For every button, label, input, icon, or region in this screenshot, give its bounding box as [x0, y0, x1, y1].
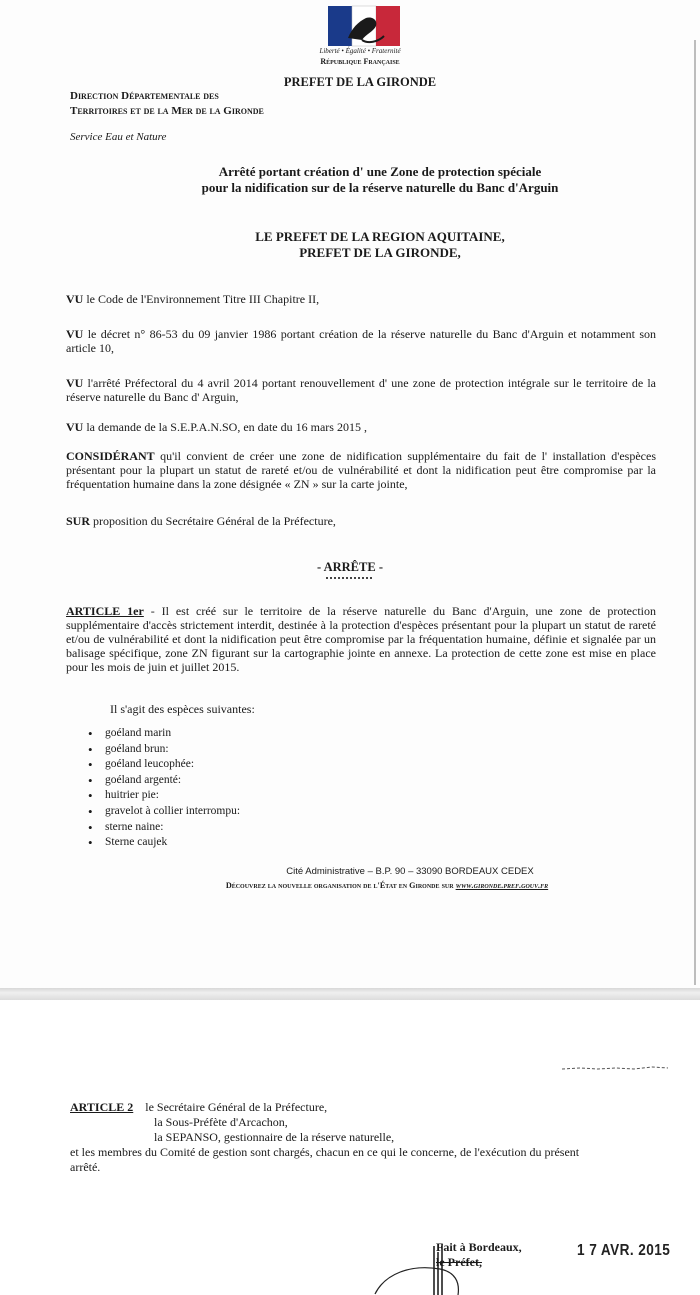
arrete-underline [326, 577, 372, 581]
species-item: • goéland brun: [88, 742, 240, 758]
considerant-label: CONSIDÉRANT [66, 449, 155, 463]
visa-text: le Code de l'Environnement Titre III Chapitre II, [83, 292, 320, 306]
arrete-heading: - ARRÊTE - [317, 560, 383, 574]
footer-address: Cité Administrative – B.P. 90 – 33090 BORDEAUX CEDEX [286, 866, 534, 877]
visa-label: VU [66, 292, 84, 306]
species-item: • goéland argenté: [88, 773, 240, 789]
considerant-text: qu'il convient de créer une zone de nidification supplémentaire du fait de l' installation d'espèces présentant pour la plupart un statut de rareté et/ou de vulnérabilité et dont la nidification peut être compromise par la fréquentation humaine dans la zone désignée « ZN » sur la carte jointe, [66, 449, 656, 491]
authority-heading [160, 229, 600, 261]
visa-paragraph [66, 292, 656, 306]
footer-discover [172, 881, 602, 890]
footer-url-link[interactable]: www.gironde.pref.gouv.fr [455, 881, 549, 890]
species-item: • goéland leucophée: [88, 757, 240, 773]
article-1-label: ARTICLE 1er [66, 604, 144, 618]
proposition-label: SUR [66, 514, 91, 528]
species-list [88, 726, 240, 851]
direction-line-1: Direction Départementale des [70, 90, 219, 102]
marianne-logo [318, 4, 410, 48]
article-2-line: la Sous-Préfète d'Arcachon, [154, 1115, 288, 1129]
republic-name: République Française [320, 57, 400, 66]
visa-paragraph [66, 420, 656, 434]
article-2-line: le Secrétaire Général de la Préfecture, [145, 1100, 328, 1114]
article-1 [66, 604, 656, 674]
date-stamp: 1 7 AVR. 2015 [577, 1242, 671, 1259]
article-2-line: la SEPANSO, gestionnaire de la réserve naturelle, [154, 1130, 395, 1144]
species-item: • gravelot à collier interrompu: [88, 804, 240, 820]
visa-text: l'arrêté Préfectoral du 4 avril 2014 portant renouvellement d' une zone de protection intégrale sur le territoire de la réserve naturelle du Banc d' Arguin, [66, 376, 656, 404]
article-2-row [70, 1100, 650, 1115]
authority-line-1: LE PREFET DE LA REGION AQUITAINE, [255, 229, 505, 244]
republic-motto: Liberté • Égalité • Fraternité [319, 47, 401, 55]
title-line-2: pour la nidification sur de la réserve naturelle du Banc d'Arguin [201, 180, 559, 195]
visa-label: VU [66, 420, 84, 434]
direction-block [70, 89, 264, 119]
species-item: • huitrier pie: [88, 788, 240, 804]
authority-line-2: PREFET DE LA GIRONDE, [299, 245, 461, 260]
footer-discover-text: Découvrez la nouvelle organisation de l'État en Gironde sur [225, 881, 456, 890]
document-title [100, 164, 660, 196]
page-separator [0, 988, 700, 1000]
signature-prefet: le Préfet, [436, 1255, 482, 1269]
article-2-line: arrêté. [70, 1160, 101, 1174]
page-edge-line [694, 40, 696, 985]
service-name: Service Eau et Nature [70, 131, 167, 143]
proposition-text: proposition du Secrétaire Général de la Préfecture, [90, 514, 336, 528]
species-intro: Il s'agit des espèces suivantes: [110, 702, 255, 716]
article-2-line: et les membres du Comité de gestion sont chargés, chacun en ce qui le concerne, de l'exécution du présent [70, 1145, 580, 1159]
species-item: • sterne naine: [88, 820, 240, 836]
signature-block [436, 1240, 522, 1270]
visa-label: VU [66, 327, 84, 341]
prefecture-name: PREFET DE LA GIRONDE [283, 75, 437, 89]
article-2 [70, 1100, 650, 1175]
visa-text: le décret n° 86-53 du 09 janvier 1986 portant création de la réserve naturelle du Banc d'Arguin et notamment son article 10, [66, 327, 656, 355]
species-item: • goéland marin [88, 726, 240, 742]
considerant-paragraph [66, 449, 656, 491]
scan-mark [560, 1064, 670, 1072]
direction-line-2: Territoires et de la Mer de la Gironde [70, 105, 264, 117]
visa-paragraph [66, 376, 656, 404]
visa-label: VU [66, 376, 84, 390]
signature-place: Fait à Bordeaux, [436, 1240, 522, 1254]
species-item: • Sterne caujek [88, 835, 240, 851]
visa-text: la demande de la S.E.P.A.N.SO, en date du 16 mars 2015 , [83, 420, 367, 434]
visa-paragraph [66, 327, 656, 355]
article-1-text: - Il est créé sur le territoire de la réserve naturelle du Banc d'Arguin, une zone de protection supplémentaire d'accès strictement interdit, destinée à la protection d'espèces présentant pour la plupart un statut de rareté et/ou de vulnérabilité et dont la nidification peut être compromise par la fréquentation humaine, définie et signalée par un balisage spécifique, zone ZN figurant sur la cartographie jointe en annexe. La protection de cette zone est mise en place pour les mois de juin et juillet 2015. [66, 604, 656, 674]
article-2-label: ARTICLE 2 [70, 1100, 134, 1114]
proposition-paragraph [66, 514, 656, 528]
title-line-1: Arrêté portant création d' une Zone de protection spéciale [218, 164, 542, 179]
